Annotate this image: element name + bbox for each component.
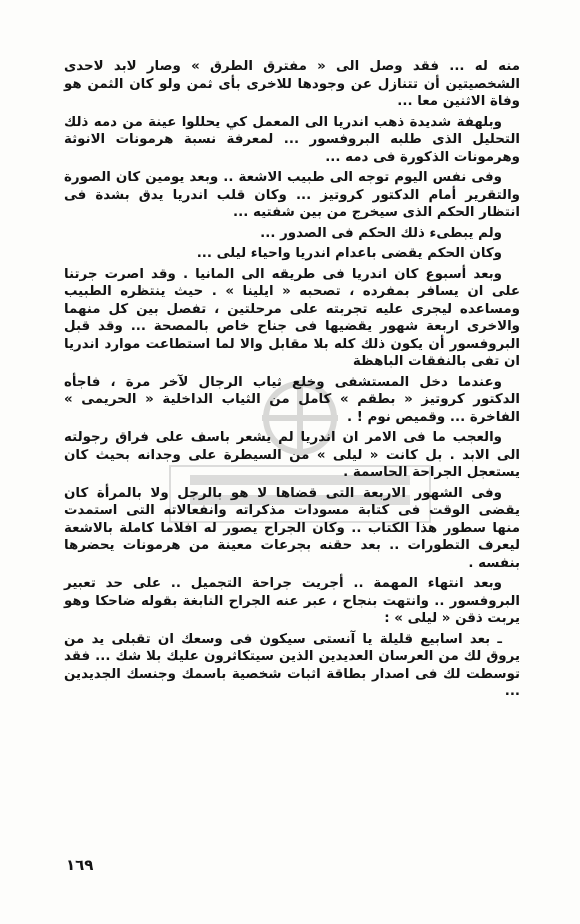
paragraph: منه له ... فقد وصل الى « مفترق الطرق » وصار لابد لاحدى الشخصيتين أن تتنازل عن وجودها للاخرى بأى ثمن ولو كان الثمن هو وفاة الاثنين معا ...	[64, 59, 520, 109]
paragraph: وبعد أسبوع كان اندريا فى طريقه الى المانيا . وقد اصرت جرتنا على ان يسافر بمفرده ، تصحبه « ايلينا » . حيث ينتظره الطبيب ومساعده ليجرى عليه تجربته على مرحلتين ، تفصل بين كل منهما والاخرى اربعة شهور يقضيها فى جناح خاص بالمصحة ... وقد قبل البروفسور أن يكون ذلك كله بلا مقابل والا لما استطاعت موارد اندريا ان تفى بالنفقات الباهظة	[64, 266, 520, 369]
paragraph: وبلهفة شديدة ذهب اندريا الى المعمل كي يحللوا عينة من دمه ذلك التحليل الذى طلبه البروفسور ... لمعرفة نسبة هرمونات الانوثة وهرمونات الذكورة فى دمه ...	[64, 114, 520, 165]
paragraph: ولم يبطىء ذلك الحكم فى الصدور ...	[260, 225, 502, 241]
paragraph: وفى نفس اليوم توجه الى طبيب الاشعة .. وبعد يومين كان الصورة والتقرير أمام الدكتور كروتيز ... وكان قلب اندريا يدق بشدة فى انتظار الحكم الذى سيخرج من بين شفتيه ...	[64, 170, 520, 220]
paragraph: والعجب ما فى الامر ان اندريا لم يشعر باسف على فراق رجولته الى الابد . بل كانت « ليلى » من السيطرة على وجدانه بحيث كان يستعجل الجراحة الحاسمة .	[64, 430, 520, 480]
page-number: ١٦٩	[66, 856, 94, 874]
page-body-text	[64, 58, 520, 704]
paragraph: وبعد انتهاء المهمة .. أجريت جراحة التجميل .. على حد تعبير البروفسور .. وانتهت بنجاح ، عبر عنه الجراح النابغة بقوله ضاحكا وهو يربت ذقن « ليلى » :	[64, 576, 520, 626]
paragraph: ـ بعد اسابيع قليلة يا آنستى سيكون فى وسعك ان تقبلى يد من يروق لك من العرسان العديدين الذين سيتكاثرون عليك بلا شك ... فقد توسطت لك فى اصدار بطاقة اثبات شخصية باسمك وجنسك الجديدين ...	[64, 631, 520, 699]
paragraph: وكان الحكم يقضى باعدام اندريا واحياء ليلى ...	[196, 246, 502, 261]
paragraph: وعندما دخل المستشفى وخلع ثياب الرجال لآخر مرة ، فاجأه الدكتور كروتيز « بطقم » كامل من الثياب الداخلية « الحريمى » الفاخرة ... وقميص نوم ! .	[64, 374, 520, 425]
paragraph: وفى الشهور الاربعة التى قضاها لا هو بالرجل ولا بالمرأة كان يقضى الوقت فى كتابة مسودات مذكراته وانفعالاته التى استمدت منها سطور هذا الكتاب .. وكان الجراح يصور له افلاما كاملة بالاشعة ليعرف التطورات .. بعد حقنه بجرعات معينة من هرمونات يحضرها بنفسه .	[64, 485, 520, 571]
